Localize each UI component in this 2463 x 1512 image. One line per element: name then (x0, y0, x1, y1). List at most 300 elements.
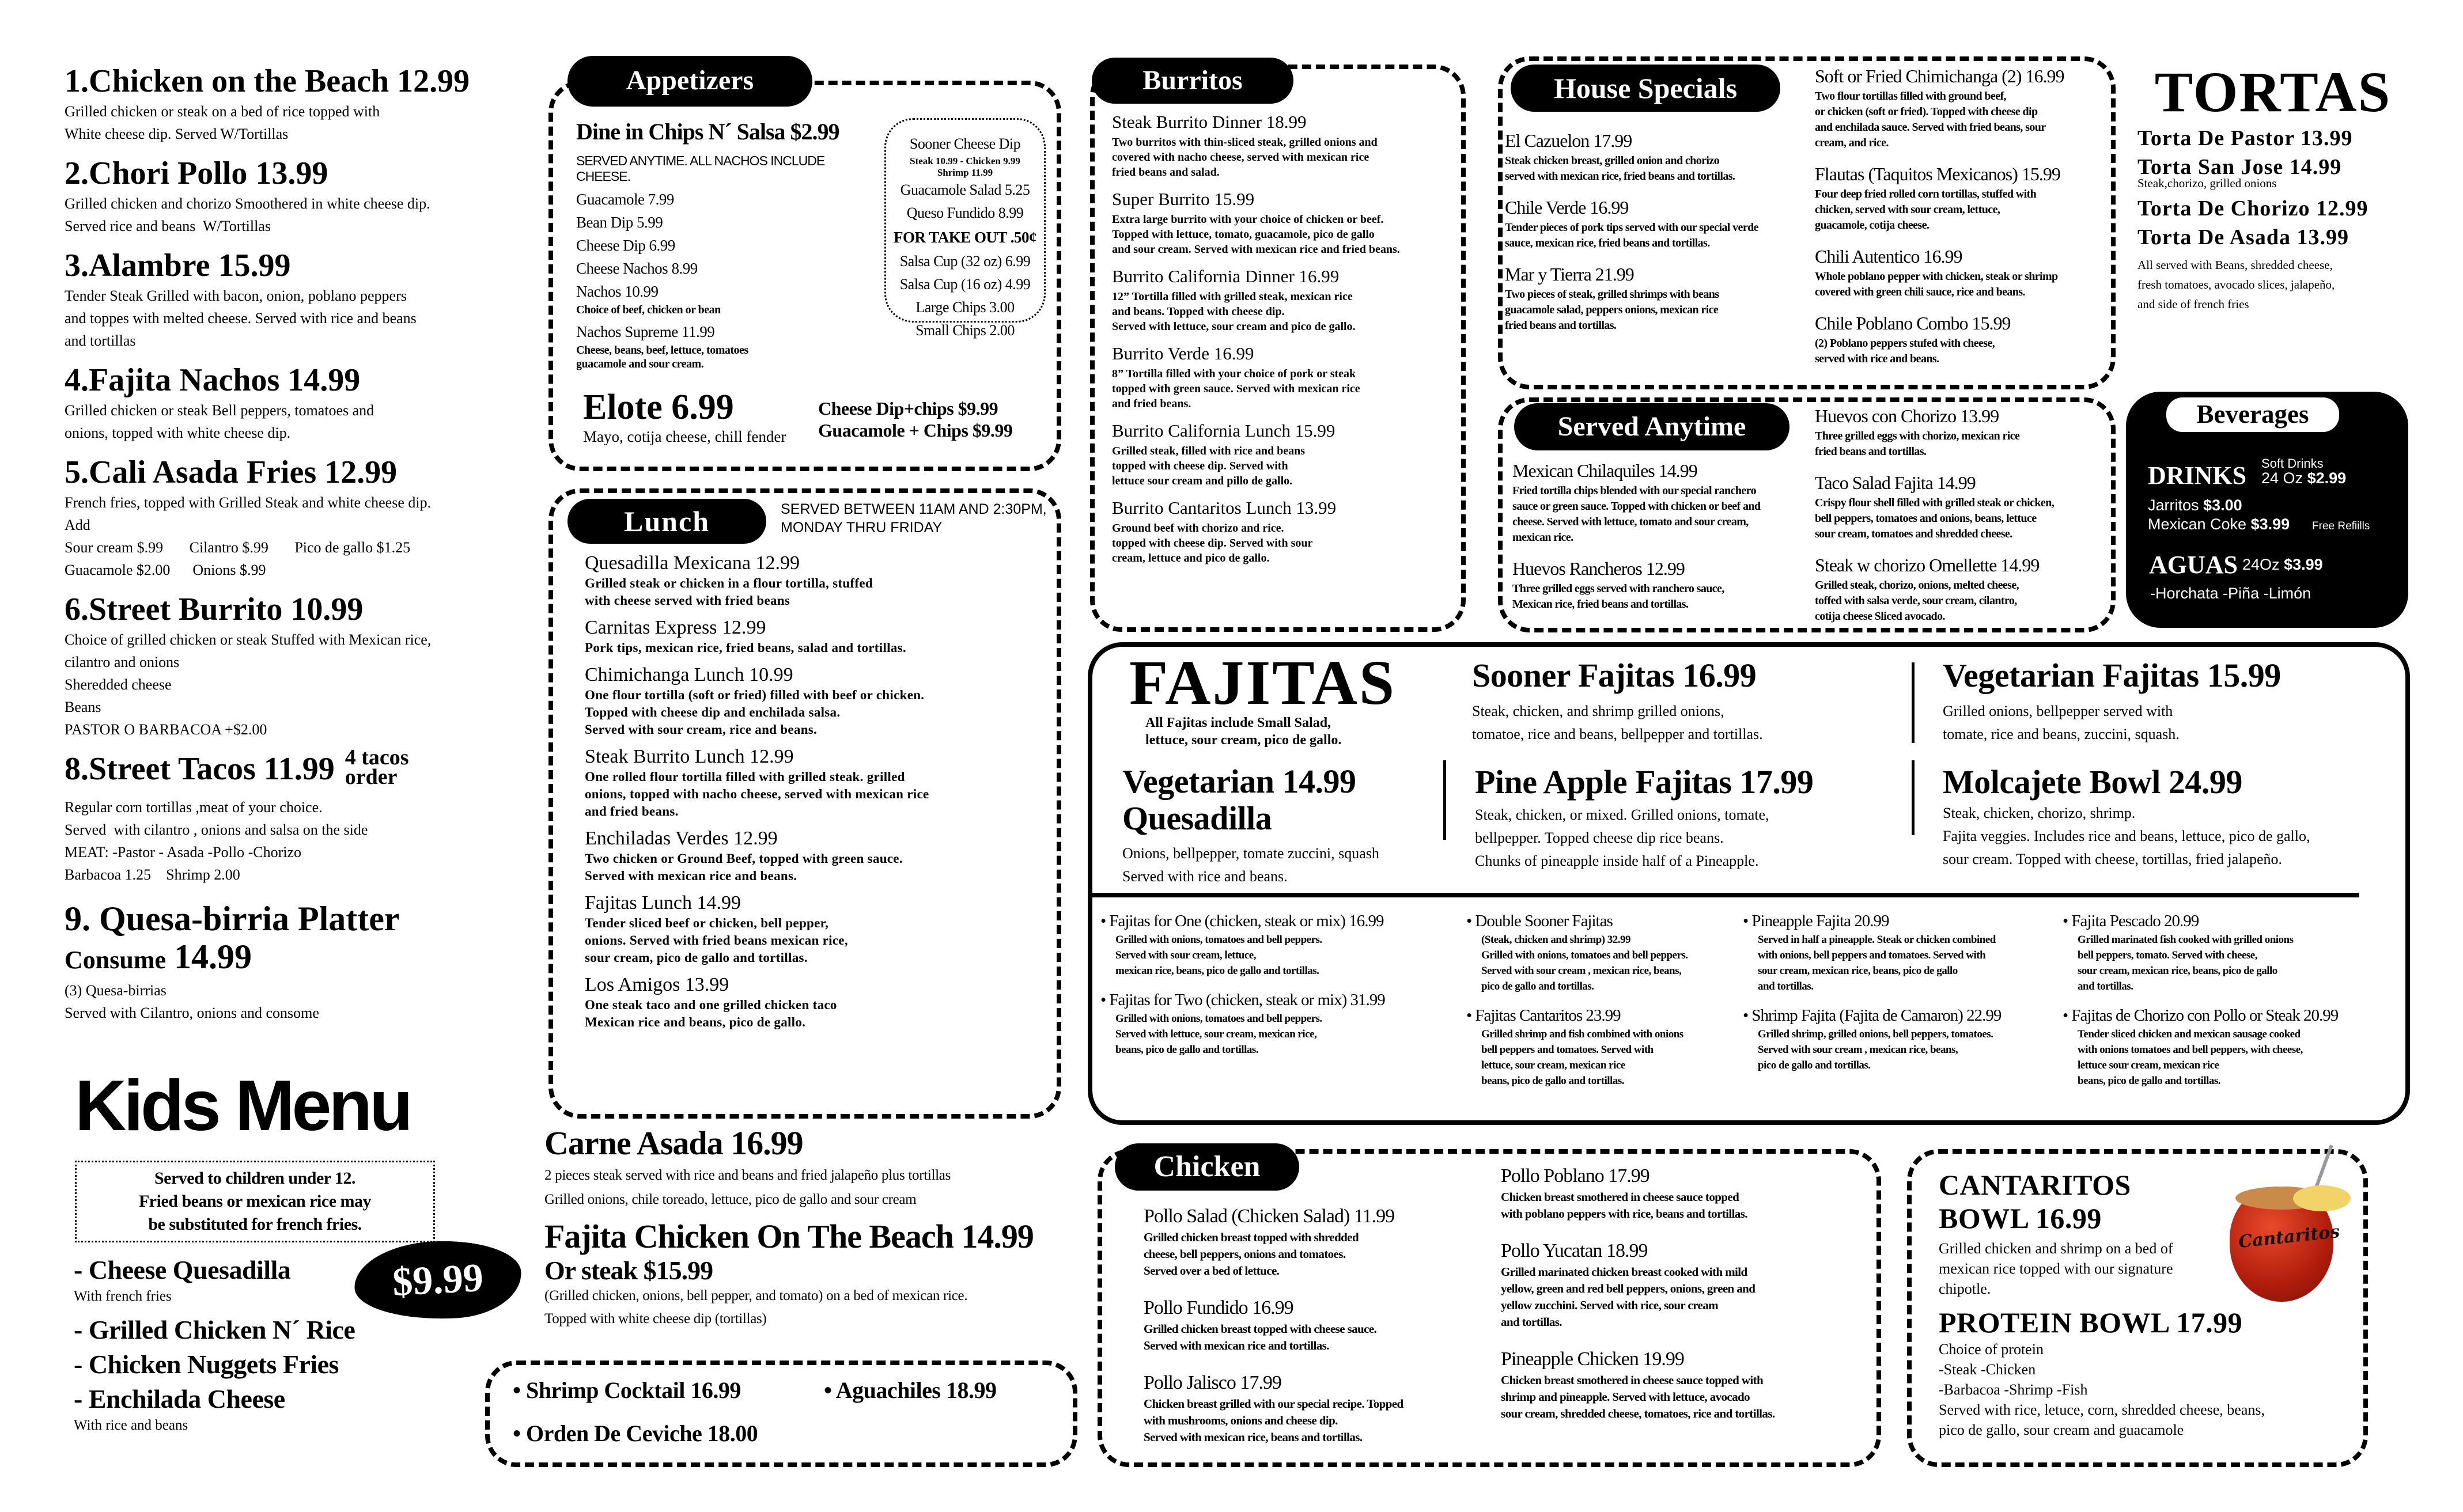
menu-item (585, 745, 1046, 820)
item-description: Grilled marinated chicken breast cooked with mild (1501, 1265, 1747, 1279)
fajitas-list-1 (1100, 910, 1458, 1068)
menu-item-street-tacos (65, 745, 525, 886)
item-description (65, 796, 525, 886)
item-title: Chimichanga Lunch 10.99 (585, 664, 793, 685)
item-description: and fried beans. (585, 804, 679, 818)
item-description: Grilled with onions, tomatoes and bell peppers. (1115, 1013, 1322, 1025)
text-line: fresh tomatoes, avocado slices, jalapeño, (2137, 278, 2335, 291)
menu-item (1815, 552, 2109, 624)
item-title: Chili Autentico 16.99 (1815, 246, 1962, 267)
takeout-note: FOR TAKE OUT .50¢ (893, 229, 1037, 246)
item-title: Soft or Fried Chimichanga (2) 16.99 (1815, 66, 2064, 86)
menu-item (585, 973, 1046, 1031)
cantaritos-price: BOWL 16.99 (1939, 1202, 2102, 1234)
text-line: Served to children under 12. (154, 1169, 356, 1188)
item-title: 4.Fajita Nachos 14.99 (65, 362, 361, 398)
item-title: Mexican Chilaquiles 14.99 (1512, 460, 1697, 481)
item-description: cotija cheese Sliced avocado. (1815, 610, 1945, 623)
torta-desc: Steak,chorizo, grilled onions (2137, 176, 2277, 190)
burritos-header: Burritos (1092, 58, 1293, 104)
divider (1443, 760, 1446, 840)
protein-bowl-title: PROTEIN BOWL 17.99 (1939, 1306, 2243, 1339)
kids-item: - Enchilada Cheese (74, 1384, 285, 1414)
item-title: Pollo Fundido 16.99 (1144, 1297, 1293, 1318)
item-description: with mushrooms, onions and cheese dip. (1144, 1414, 1338, 1427)
elote (583, 387, 786, 446)
text-line: Fajita veggies. Includes rice and beans, lettuce, pico de gallo, (1943, 828, 2310, 844)
item-title: • Pineapple Fajita 20.99 (1743, 910, 2065, 932)
item-description: PASTOR O BARBACOA +$2.00 (65, 721, 267, 738)
appetizer-item: Guacamole 7.99 (576, 191, 674, 208)
text-line: All Fajitas include Small Salad, (1145, 715, 1331, 730)
item-description: fried beans and salad. (1112, 166, 1220, 179)
combos (818, 397, 1012, 441)
item-price: 14.99 (174, 938, 252, 976)
dip-title: Sooner Cheese Dip (909, 135, 1021, 152)
item-title: 3.Alambre 15.99 (65, 248, 291, 283)
item-description: One flour tortilla (soft or fried) filled with beef or chicken. (585, 688, 925, 702)
item-description: Guacamole $2.00 Onions $.99 (65, 562, 266, 578)
appetizers-header: Appetizers (567, 56, 812, 107)
menu-item (1144, 1370, 1501, 1446)
item-description: sour cream, tomatoes and shredded cheese. (1815, 528, 2012, 540)
menu-item (1815, 470, 2109, 542)
item-description: yellow, green and red bell peppers, onions, green and (1501, 1282, 1755, 1295)
free-refills: Free Refiills (2312, 520, 2370, 532)
elote-title: Elote 6.99 (583, 388, 734, 427)
menu-item (1815, 63, 2109, 151)
pineapple-fajitas-title: Pine Apple Fajitas 17.99 (1475, 763, 1814, 801)
item-description: Chicken breast grilled with our special recipe. Topped (1144, 1397, 1403, 1411)
item-title: Taco Salad Fajita 14.99 (1815, 472, 1976, 493)
appetizers-note: SERVED ANYTIME. ALL NACHOS INCLUDE CHEESE. (576, 153, 825, 184)
item-description: Four deep fried rolled corn tortillas, stuffed with (1815, 188, 2037, 200)
item-description: (2) Poblano peppers stufed with cheese, (1815, 337, 1995, 350)
citrus-slice (2293, 1185, 2351, 1211)
text-line: mexican rice topped with our signature (1939, 1260, 2173, 1277)
divider (1912, 760, 1915, 835)
item-title: 1.Chicken on the Beach 12.99 (65, 63, 470, 99)
text-line: and side of french fries (2137, 297, 2249, 311)
item-description: with onions, bell peppers and tomatoes. Served with (1758, 949, 1986, 961)
elote-desc: Mayo, cotija cheese, chill fender (583, 428, 786, 445)
item-description: Served with mexican rice and beans. (585, 869, 797, 883)
text-line: -Steak -Chicken (1939, 1361, 2036, 1378)
item-title: 9. Quesa-birria Platter (65, 900, 400, 938)
menu-item (1144, 1204, 1501, 1279)
item-description: One rolled flour tortilla filled with grilled steak. grilled (585, 770, 905, 784)
item-description: with cheese served with fried beans (585, 593, 790, 608)
item-description: toffed with salsa verde, sour cream, cilantro, (1815, 594, 2017, 607)
note-text (77, 1167, 433, 1236)
text-line: Served with rice and beans. (1122, 868, 1288, 885)
divider (1092, 893, 2359, 897)
item-description: and tortillas. (1758, 980, 1814, 992)
item-description: onions, topped with white cheese dip. (65, 425, 291, 441)
text-line: Steak, chicken, chorizo, shrimp. (1943, 805, 2136, 821)
dip-sub: Shrimp 11.99 (937, 167, 993, 178)
chicken-list-right (1501, 1164, 1858, 1438)
item-description: Served in half a pineapple. Steak or chicken combined (1758, 934, 1996, 946)
item-description: Tender Steak Grilled with bacon, onion, poblano peppers (65, 287, 407, 304)
item-description: Whole poblano pepper with chicken, steak or shrimp (1815, 270, 2058, 283)
text-line: 2 pieces steak served with rice and beans and fried jalapeño plus tortillas (544, 1168, 951, 1183)
item-title: Pollo Salad (Chicken Salad) 11.99 (1144, 1206, 1395, 1227)
item-title: Los Amigos 13.99 (585, 974, 729, 995)
item-description: bell peppers, tomato. Served with cheese, (2078, 949, 2257, 961)
item-description: and toppes with melted cheese. Served with rice and beans (65, 310, 417, 327)
sooner-fajitas-desc (1472, 700, 1763, 746)
item-description: bell peppers, tomatoes and onions, beans, lettuce (1815, 512, 2037, 525)
item-description: cheese. Served with lettuce, tomato and sour cream, (1512, 516, 1749, 528)
item-description: served with mexican rice, fried beans and tortillas. (1505, 170, 1735, 183)
text-line: Steak, chicken, or mixed. Grilled onions, tomate, (1475, 806, 1769, 823)
item-title: • Fajitas de Chorizo con Pollo or Steak 20.99 (2063, 1005, 2403, 1026)
item-description: covered with green chili sauce, rice and beans. (1815, 286, 2025, 298)
menu-item (1505, 195, 1804, 251)
item-description: Mexican rice, fried beans and tortillas. (1512, 598, 1689, 611)
lunch-hours (781, 500, 1047, 537)
fajita-beach-sub: Or steak $15.99 (544, 1256, 713, 1285)
item-description: Grilled chicken breast topped with cheese sauce. (1144, 1322, 1377, 1336)
kids-note (75, 1161, 435, 1242)
fajita-beach-title: Fajita Chicken On The Beach 14.99 (544, 1218, 1034, 1255)
beverages-header: Beverages (2166, 397, 2339, 432)
kids-items (74, 1253, 355, 1442)
fajitas-list-3 (1743, 910, 2065, 1083)
fajitas-list-4 (2063, 910, 2403, 1099)
menu-item (65, 453, 525, 581)
item-description: pico de gallo and tortillas. (1758, 1059, 1871, 1071)
text-line: lettuce, sour cream, pico de gallo. (1145, 733, 1342, 748)
item-description (65, 979, 525, 1024)
item-description: sauce or green sauce. Topped with chicken or beef and (1512, 500, 1761, 513)
soft-drinks-size: 24 Oz (2261, 469, 2303, 487)
served-anytime-right (1815, 403, 2109, 635)
jar-label: Cantaritos (2237, 1221, 2341, 1253)
item-title: • Shrimp Fajita (Fajita de Camaron) 22.99 (1743, 1005, 2065, 1026)
menu-item (1505, 128, 1804, 184)
molcajete-title: Molcajete Bowl 24.99 (1943, 763, 2242, 801)
item-description: Beans (65, 699, 101, 715)
text-line: -Barbacoa -Shrimp -Fish (1939, 1381, 2088, 1398)
specials-block (544, 1123, 1063, 1331)
item-title: Pollo Poblano 17.99 (1501, 1165, 1649, 1187)
item-description: fried beans and tortillas. (1815, 445, 1927, 458)
menu-item (1512, 556, 1800, 612)
item-title: 2.Chori Pollo 13.99 (65, 156, 328, 191)
item-description: Served with mexican rice, beans and tortillas. (1144, 1430, 1363, 1444)
menu-item-quesa-birria (65, 900, 525, 1024)
item-description: bell peppers and tomatoes. Served with (1481, 1044, 1654, 1056)
text-line: Chunks of pineapple inside half of a Pineapple. (1475, 852, 1759, 869)
kids-item: - Chicken Nuggets Fries (74, 1350, 339, 1379)
text-line: bellpepper. Topped cheese dip rice beans. (1475, 829, 1724, 846)
item-description: beans, pico de gallo and tortillas. (1481, 1075, 1624, 1087)
item-description: with poblano peppers with rice, beans and tortillas. (1501, 1207, 1747, 1221)
item-title: • Fajita Pescado 20.99 (2063, 910, 2403, 932)
divider (1912, 662, 1915, 743)
item-description: Grilled steak, chorizo, onions, melted cheese, (1815, 579, 2019, 592)
jarritos-price: $3.00 (2203, 497, 2242, 514)
item-description: onions. Served with fried beans mexican rice, (585, 933, 848, 948)
text-line: Served with rice, letuce, corn, shredded cheese, beans, (1939, 1401, 2265, 1418)
item-description: with onions tomatoes and bell peppers, with cheese, (2078, 1044, 2303, 1056)
menu-item (65, 154, 525, 237)
text-line: Fried beans or mexican rice may (138, 1192, 372, 1211)
vegetarian-fajitas-desc (1943, 700, 2180, 746)
item-description: Served with sour cream, rice and beans. (585, 722, 818, 737)
sooner-fajitas-title: Sooner Fajitas 16.99 (1472, 657, 1757, 694)
kids-item: - Grilled Chicken N´ Rice (74, 1315, 355, 1344)
item-description: Three grilled eggs with chorizo, mexican rice (1815, 430, 2020, 442)
item-description: Grilled chicken and chorizo Smoothered in white cheese dip. (65, 195, 430, 212)
item-description: Grilled steak, filled with rice and beans (1112, 445, 1305, 457)
item-description: Fried tortilla chips blended with our special ranchero (1512, 484, 1756, 497)
torta-item: Torta De Asada 13.99 (2137, 225, 2349, 249)
item-description: Two flour tortillas filled with ground beef, (1815, 90, 2006, 103)
item-description: yellow zucchini. Served with rice, sour cream (1501, 1298, 1718, 1312)
item-description: cilantro and onions (65, 654, 180, 670)
item-title: Burrito Verde 16.99 (1112, 343, 1254, 363)
item-description: mexican rice. (1512, 531, 1573, 544)
item-description: Sheredded cheese (65, 676, 172, 693)
dip-sub: Steak 10.99 - Chicken 9.99 (910, 156, 1020, 166)
item-description: served with rice and beans. (1815, 353, 1939, 365)
appetizer-item: Nachos 10.99 (576, 283, 659, 300)
menu-item (1112, 264, 1458, 334)
item-title: Pollo Yucatan 18.99 (1501, 1240, 1648, 1261)
jarritos-label: Jarritos (2148, 497, 2199, 514)
menu-item (585, 552, 1046, 609)
item-description: beans, pico de gallo and tortillas. (2078, 1075, 2220, 1087)
item-description: Mexican rice and beans, pico de gallo. (585, 1015, 806, 1029)
item-title: Burrito California Lunch 15.99 (1112, 420, 1335, 441)
appetizer-sub (576, 343, 876, 371)
kids-price-badge: $9.99 (353, 1237, 524, 1324)
item-title: Steak Burrito Lunch 12.99 (585, 746, 794, 767)
item-description: Crispy flour shell filled with grilled steak or chicken, (1815, 497, 2055, 509)
item-description: Chicken breast smothered in cheese sauce topped (1501, 1190, 1739, 1204)
item-title: Pineapple Chicken 19.99 (1501, 1348, 1684, 1370)
item-description: Grilled shrimp, grilled onions, bell peppers, tomatoes. (1758, 1028, 1993, 1040)
text-line: tomate, rice and beans, zuccini, squash. (1943, 726, 2180, 742)
note-line: order (345, 765, 398, 789)
text-line: chipotle. (1939, 1280, 1991, 1297)
item-description: Grilled chicken or steak on a bed of rice topped with (65, 103, 380, 120)
tortas-section (2137, 60, 2408, 314)
protein-bowl-desc (1939, 1339, 2284, 1440)
item-description: Served with sour cream , mexican rice, beans, (1758, 1044, 1958, 1056)
aguas-price: $3.99 (2284, 556, 2323, 573)
item-description: Two chicken or Ground Beef, topped with green sauce. (585, 851, 903, 866)
item-title: Burrito California Dinner 16.99 (1112, 266, 1340, 286)
torta-item: Torta De Chorizo 12.99 (2137, 196, 2369, 221)
house-specials-right (1815, 63, 2109, 377)
text-line: (Grilled chicken, onions, bell pepper, and tomato) on a bed of mexican rice. (544, 1288, 968, 1303)
carne-asada-title: Carne Asada 16.99 (544, 1124, 803, 1162)
menu-item (585, 827, 1046, 885)
item-description: fried beans and tortillas. (1505, 319, 1617, 332)
appetizer-item: Bean Dip 5.99 (576, 214, 663, 231)
menu-item (1815, 310, 2109, 367)
item-description: Topped with cheese dip and enchilada salsa. (585, 705, 841, 719)
menu-item (585, 616, 1046, 657)
menu-item (1505, 262, 1804, 334)
text-line: guacamole and sour cream. (576, 358, 704, 370)
item-description: White cheese dip. Served W/Tortillas (65, 126, 289, 142)
house-combos-column (65, 62, 525, 1033)
item-description: Chicken breast smothered in cheese sauce topped with (1501, 1373, 1764, 1387)
item-title: Quesadilla Mexicana 12.99 (585, 552, 800, 574)
item-description: cream, and rice. (1815, 137, 1889, 149)
menu-item (1112, 418, 1458, 488)
item-description: and beans. Topped with cheese dip. (1112, 305, 1285, 318)
item-description: Pork tips, mexican rice, fried beans, salad and tortillas. (585, 641, 906, 655)
vegetarian-quesadilla-title (1122, 763, 1356, 837)
kids-menu (75, 1066, 410, 1146)
dip-item: Queso Fundido 8.99 (906, 204, 1024, 221)
item-description: sauce, mexican rice, fried beans and tortillas. (1505, 237, 1710, 249)
appetizer-item: Nachos Supreme 11.99 (576, 323, 715, 340)
text-line: Cheese, beans, beef, lettuce, tomatoes (576, 344, 748, 357)
item-title: Huevos con Chorizo 13.99 (1815, 406, 1999, 426)
menu-item (1815, 161, 2109, 233)
kids-menu-title: Kids Menu (75, 1066, 410, 1146)
item-description: covered with nacho cheese, served with mexican rice (1112, 151, 1369, 164)
item-description: and enchilada sauce. Served with fried beans, sour (1815, 121, 2046, 134)
item-description: Grilled with onions, tomatoes and bell peppers. (1115, 934, 1322, 946)
seafood-box (485, 1361, 1077, 1467)
vegetarian-quesadilla-desc (1122, 842, 1379, 888)
menu-item (1501, 1164, 1858, 1222)
coke-price: $3.99 (2250, 516, 2290, 533)
lunch-list (585, 552, 1046, 1038)
menu-item (1112, 341, 1458, 411)
item-description: chicken, served with sour cream, lettuce, (1815, 203, 2000, 216)
chicken-header: Chicken (1115, 1143, 1299, 1191)
tortas-note (2137, 255, 2408, 314)
text-line: Onions, bellpepper, tomate zuccini, squash (1122, 845, 1379, 862)
item-description: and sour cream. Served with mexican rice and fried beans. (1112, 243, 1400, 256)
item-title: Enchiladas Verdes 12.99 (585, 828, 778, 849)
item-description: Grilled shrimp and fish combined with onions (1481, 1028, 1683, 1040)
menu-item (1112, 187, 1458, 257)
item-description: guacamole salad, peppers onions, mexican rice (1505, 304, 1719, 316)
menu-item (1743, 1005, 2065, 1073)
vegetarian-fajitas-title: Vegetarian Fajitas 15.99 (1943, 657, 2281, 694)
soft-drinks-price: $2.99 (2307, 469, 2347, 487)
menu-item (65, 247, 525, 352)
item-title: Flautas (Taquitos Mexicanos) 15.99 (1815, 164, 2060, 184)
menu-item (585, 892, 1046, 967)
served-anytime-left (1512, 458, 1800, 623)
item-description: Sour cream $.99 Cilantro $.99 Pico de gallo $1.25 (65, 539, 411, 556)
seafood-item: • Shrimp Cocktail 16.99 (513, 1377, 741, 1403)
item-description: Two pieces of steak, grilled shrimps with beans (1505, 288, 1719, 301)
combo-list (65, 62, 525, 741)
served-anytime-header: Served Anytime (1514, 403, 1789, 450)
item-description: and tortillas. (2078, 980, 2133, 992)
menu-item (65, 361, 525, 444)
item-description: and tortillas. (1501, 1315, 1562, 1329)
item-description: lettuce sour cream, mexican rice (2078, 1059, 2219, 1071)
text-line: Topped with white cheese dip (tortillas) (544, 1311, 767, 1327)
item-description: lettuce, sour cream, mexican rice (1481, 1059, 1625, 1071)
item-title: Burrito Cantaritos Lunch 13.99 (1112, 498, 1337, 518)
fajitas-header: FAJITAS (1129, 647, 1397, 718)
item-description: cream, lettuce and pico de gallo. (1112, 552, 1270, 564)
note-line: 4 tacos (345, 745, 409, 770)
item-description: lettuce sour cream and pillo de gallo. (1112, 475, 1293, 487)
item-description: pico de gallo and tortillas. (1481, 980, 1594, 992)
item-description: Steak chicken breast, grilled onion and chorizo (1505, 154, 1720, 167)
text-line: Steak, chicken, and shrimp grilled onions, (1472, 703, 1724, 719)
item-description: Ground beef with chorizo and rice. (1112, 522, 1284, 535)
menu-item (1466, 1005, 1743, 1089)
item-title: Pollo Jalisco 17.99 (1144, 1372, 1281, 1393)
menu-item (1501, 1238, 1858, 1331)
item-description: 12” Tortilla filled with grilled steak, mexican rice (1112, 290, 1353, 303)
text-line: tomatoe, rice and beans, bellpepper and tortillas. (1472, 726, 1763, 742)
item-description: and tortillas (65, 332, 136, 349)
text-line: Barbacoa 1.25 Shrimp 2.00 (65, 866, 240, 883)
dip-item: Salsa Cup (16 oz) 4.99 (899, 276, 1031, 293)
item-title: 5.Cali Asada Fries 12.99 (65, 454, 398, 490)
menu-item (1815, 403, 2109, 460)
text-line: Served with cilantro , onions and salsa on the side (65, 821, 368, 838)
menu-item (1743, 910, 2065, 994)
text-line: All served with Beans, shredded cheese, (2137, 258, 2333, 272)
text-line: Grilled onions, bellpepper served with (1943, 703, 2173, 719)
text-line: (3) Quesa-birrias (65, 982, 167, 999)
menu-item (1512, 458, 1800, 545)
item-description: Served with lettuce, sour cream and pico de gallo. (1112, 320, 1356, 333)
aguas-label: AGUAS (2149, 551, 2238, 579)
menu-item (1501, 1347, 1858, 1422)
item-title: 6.Street Burrito 10.99 (65, 592, 364, 627)
hours-line: SERVED BETWEEN 11AM AND 2:30PM, (781, 501, 1047, 517)
text-line: MEAT: -Pastor - Asada -Pollo -Chorizo (65, 844, 302, 861)
dip-item: Small Chips 2.00 (915, 322, 1015, 339)
appetizers-list (576, 118, 876, 374)
menu-item (65, 590, 525, 741)
menu-item (1815, 244, 2109, 300)
tortas-header: TORTAS (2154, 60, 2392, 124)
item-description: onions, topped with nacho cheese, served with mexican rice (585, 787, 929, 801)
item-subtitle: Consume (65, 946, 167, 974)
dip-item: Salsa Cup (32 oz) 6.99 (899, 253, 1031, 270)
item-description: Add (65, 517, 90, 533)
item-description: sour cream, pico de gallo and tortillas. (585, 950, 808, 965)
text-line: Grilled chicken and shrimp on a bed of (1939, 1240, 2173, 1257)
text-line: Regular corn tortillas ,meat of your choice. (65, 799, 323, 816)
text-line: Served with Cilantro, onions and consome (65, 1005, 319, 1021)
dip-item: Large Chips 3.00 (915, 299, 1015, 316)
appetizer-item: Cheese Nachos 8.99 (576, 260, 698, 277)
item-description: mexican rice, beans, pico de gallo and tortillas. (1115, 965, 1319, 977)
cheese-dip-box (884, 118, 1046, 339)
fajitas-list-2 (1466, 910, 1743, 1099)
text-line: pico de gallo, sour cream and guacamole (1939, 1422, 2184, 1438)
menu-item (2063, 910, 2403, 994)
chips-salsa: Dine in Chips N´ Salsa $2.99 (576, 119, 839, 145)
item-title: Chile Verde 16.99 (1505, 197, 1629, 218)
item-title: El Cazuelon 17.99 (1505, 130, 1632, 151)
appetizer-sub: Choice of beef, chicken or bean (576, 304, 721, 316)
kids-item: - Cheese Quesadilla (74, 1255, 291, 1284)
menu-item (2063, 1005, 2403, 1089)
